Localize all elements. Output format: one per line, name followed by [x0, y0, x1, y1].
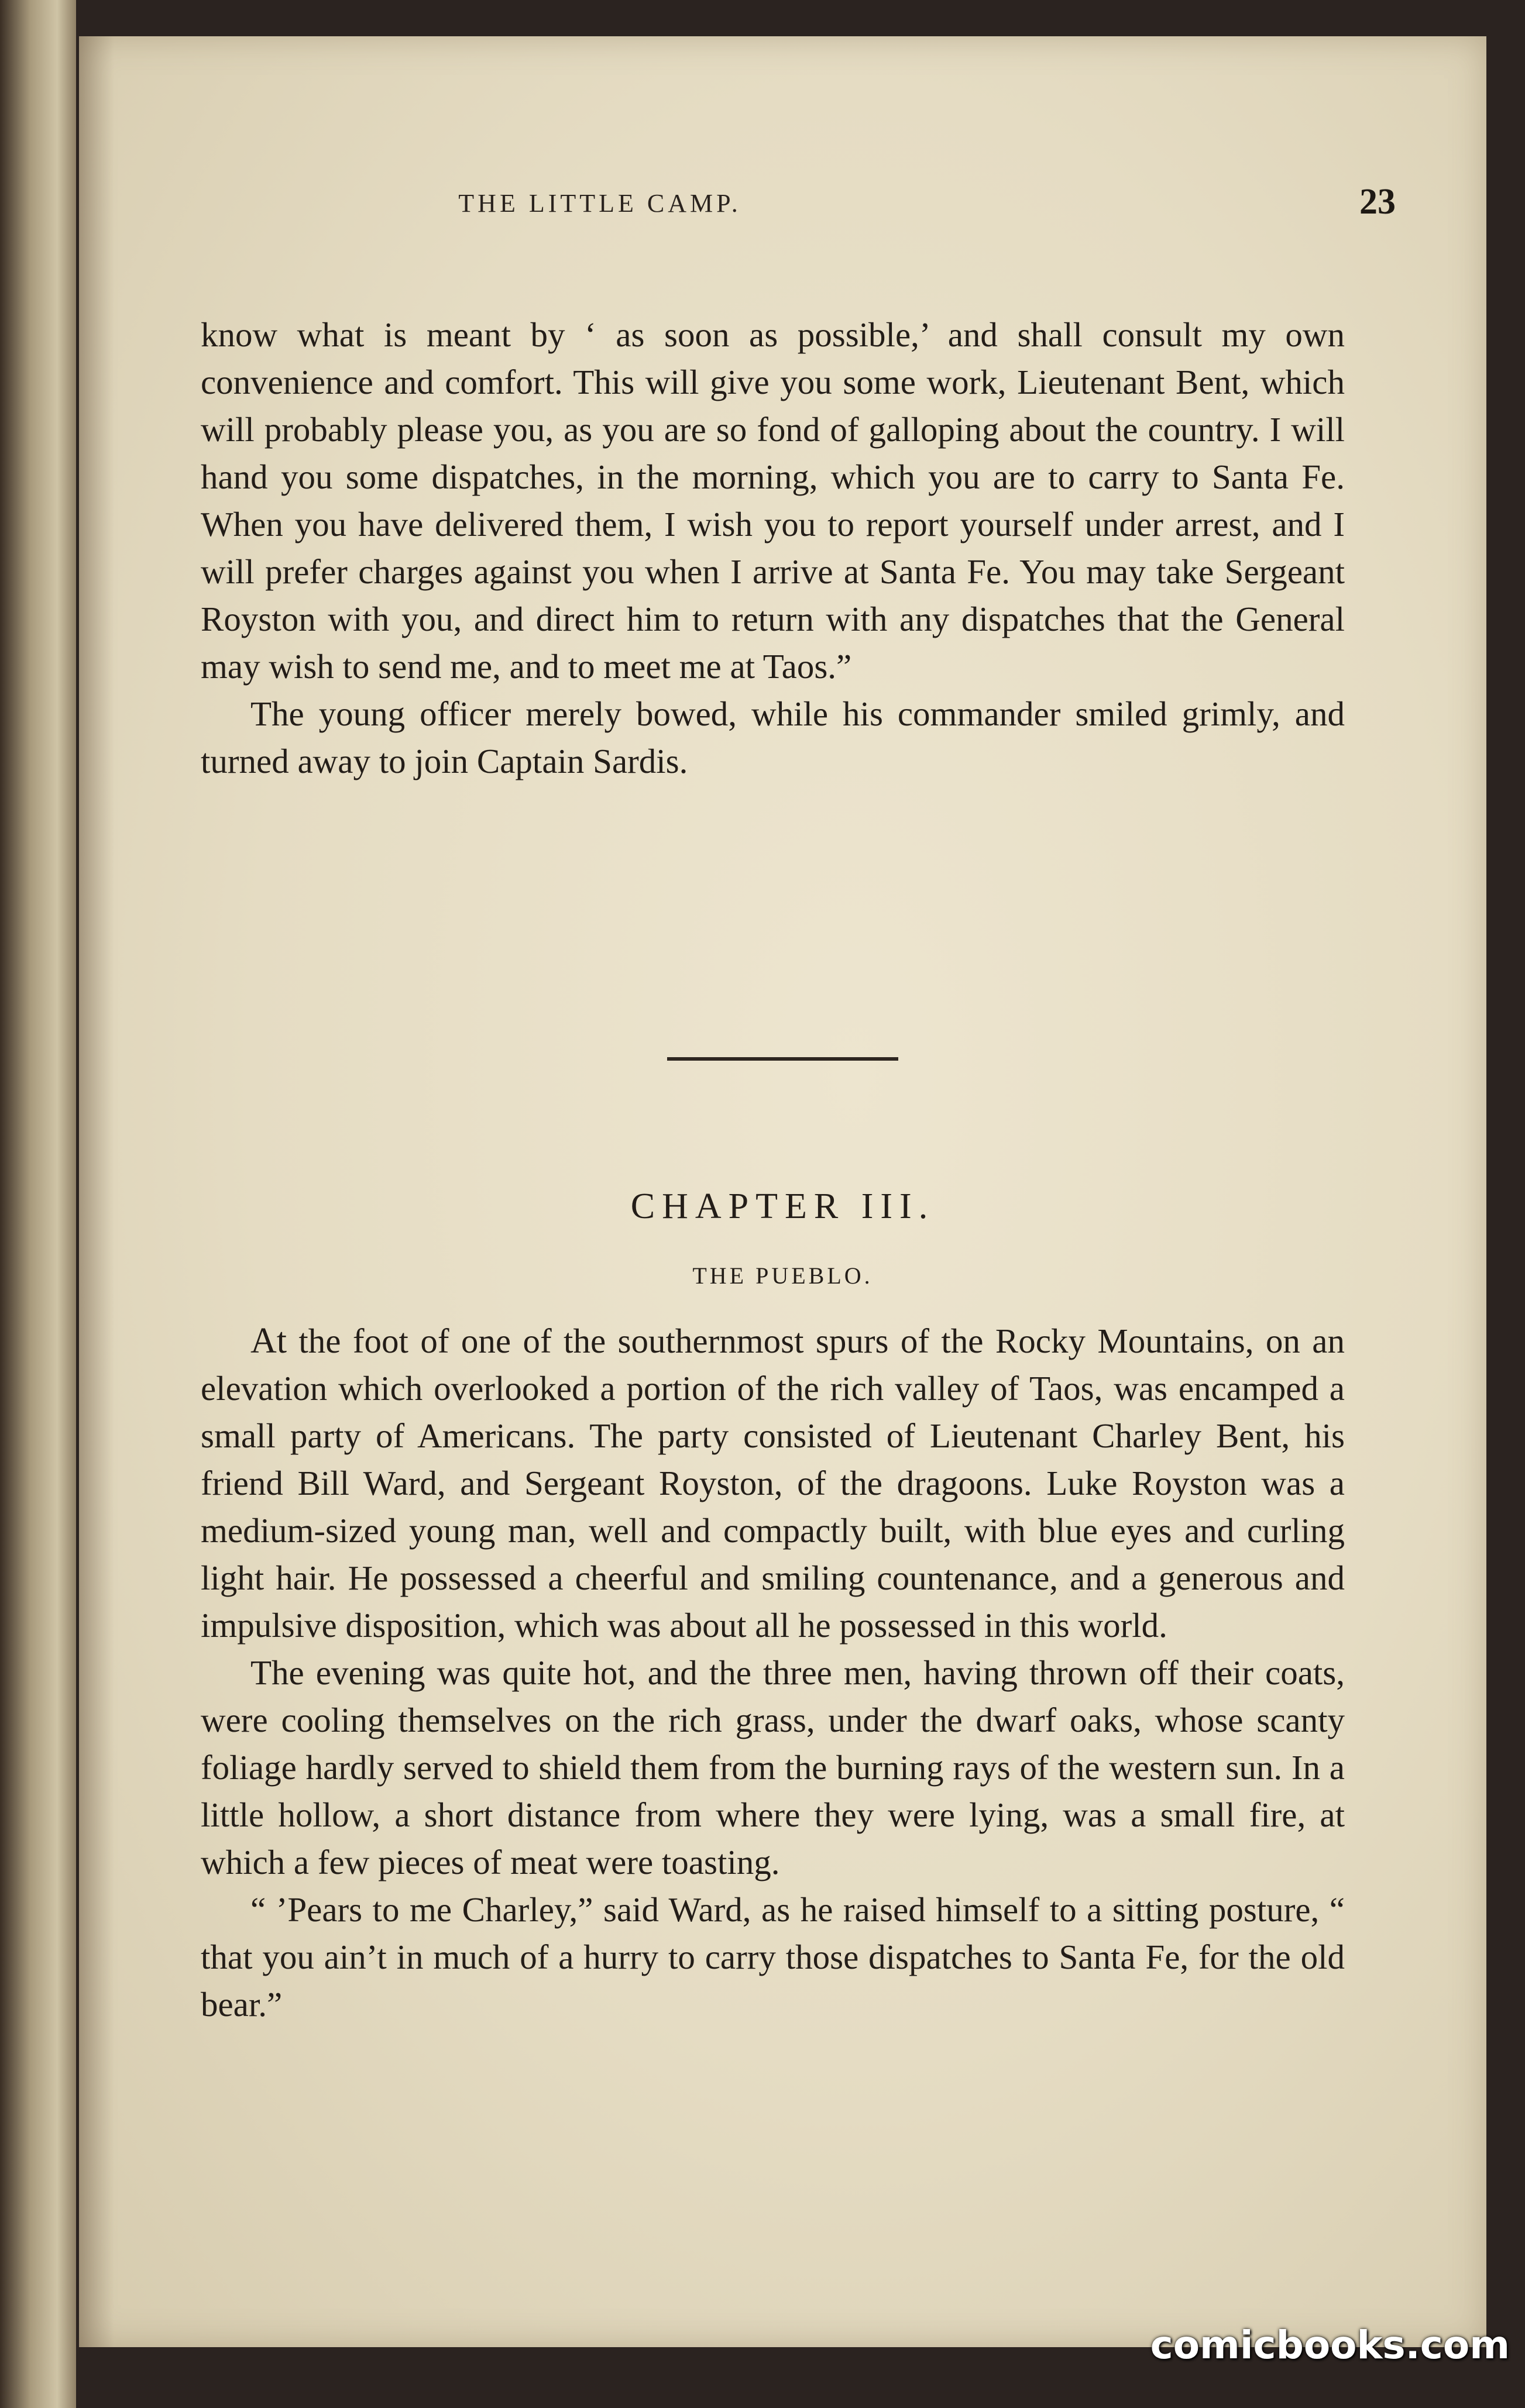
chapter-text: [201, 1317, 1345, 2028]
continued-text: [201, 311, 1345, 785]
first-word: At: [250, 1321, 287, 1361]
book-page: [79, 36, 1486, 2347]
paragraph: know what is meant by ‘ as soon as possible,’ and shall consult my own convenience and comfort. This will give you some work, Lieutenant Bent, which will probably please you, as you are so fond of galloping about the country. I will hand you some dispatches, in the morning, which you are to carry to Santa Fe. When you have delivered them, I wish you to report yourself under arrest, and I will prefer charges against you when I arrive at Santa Fe. You may take Sergeant Royston with you, and direct him to return with any dispatches that the General may wish to send me, and to meet me at Taos.”: [201, 315, 1345, 686]
running-head: THE LITTLE CAMP.: [458, 189, 741, 218]
paragraph: “ ’Pears to me Charley,” said Ward, as he raised himself to a sitting posture, “ that you ain’t in much of a hurry to carry those dispatches to Santa Fe, for the old bear.”: [201, 1890, 1345, 2024]
adjacent-page-edge: [0, 0, 76, 2408]
chapter-subtitle: THE PUEBLO.: [692, 1263, 873, 1289]
paragraph: The evening was quite hot, and the three men, having thrown off their coats, were cooling themselves on the rich grass, under the dwarf oaks, whose scanty foliage hardly served to shield them from the burning rays of the western sun. In a little hollow, a short distance from where they were lying, was a small fire, at which a few pieces of meat were toasting.: [201, 1653, 1345, 1881]
paragraph: [201, 1317, 1345, 1649]
paragraph-rest: the foot of one of the southernmost spurs of the Rocky Mountains, on an elevation which overlooked a portion of the rich valley of Taos, was encamped a small party of Americans. The party consisted of Lieutenant Charley Bent, his friend Bill Ward, and Sergeant Royston, of the dragoons. Luke Royston was a medium-sized young man, well and compactly built, with blue eyes and curling light hair. He possessed a cheerful and smiling countenance, and a generous and impulsive disposition, which was about all he possessed in this world.: [201, 1322, 1345, 1645]
watermark: comicbooks.com: [1150, 2323, 1510, 2368]
chapter-heading: CHAPTER III.: [630, 1186, 935, 1226]
section-divider: [667, 1057, 898, 1061]
page-number: 23: [1359, 182, 1396, 222]
paragraph: The young officer merely bowed, while his commander smiled grimly, and turned away to join Captain Sardis.: [201, 694, 1345, 780]
